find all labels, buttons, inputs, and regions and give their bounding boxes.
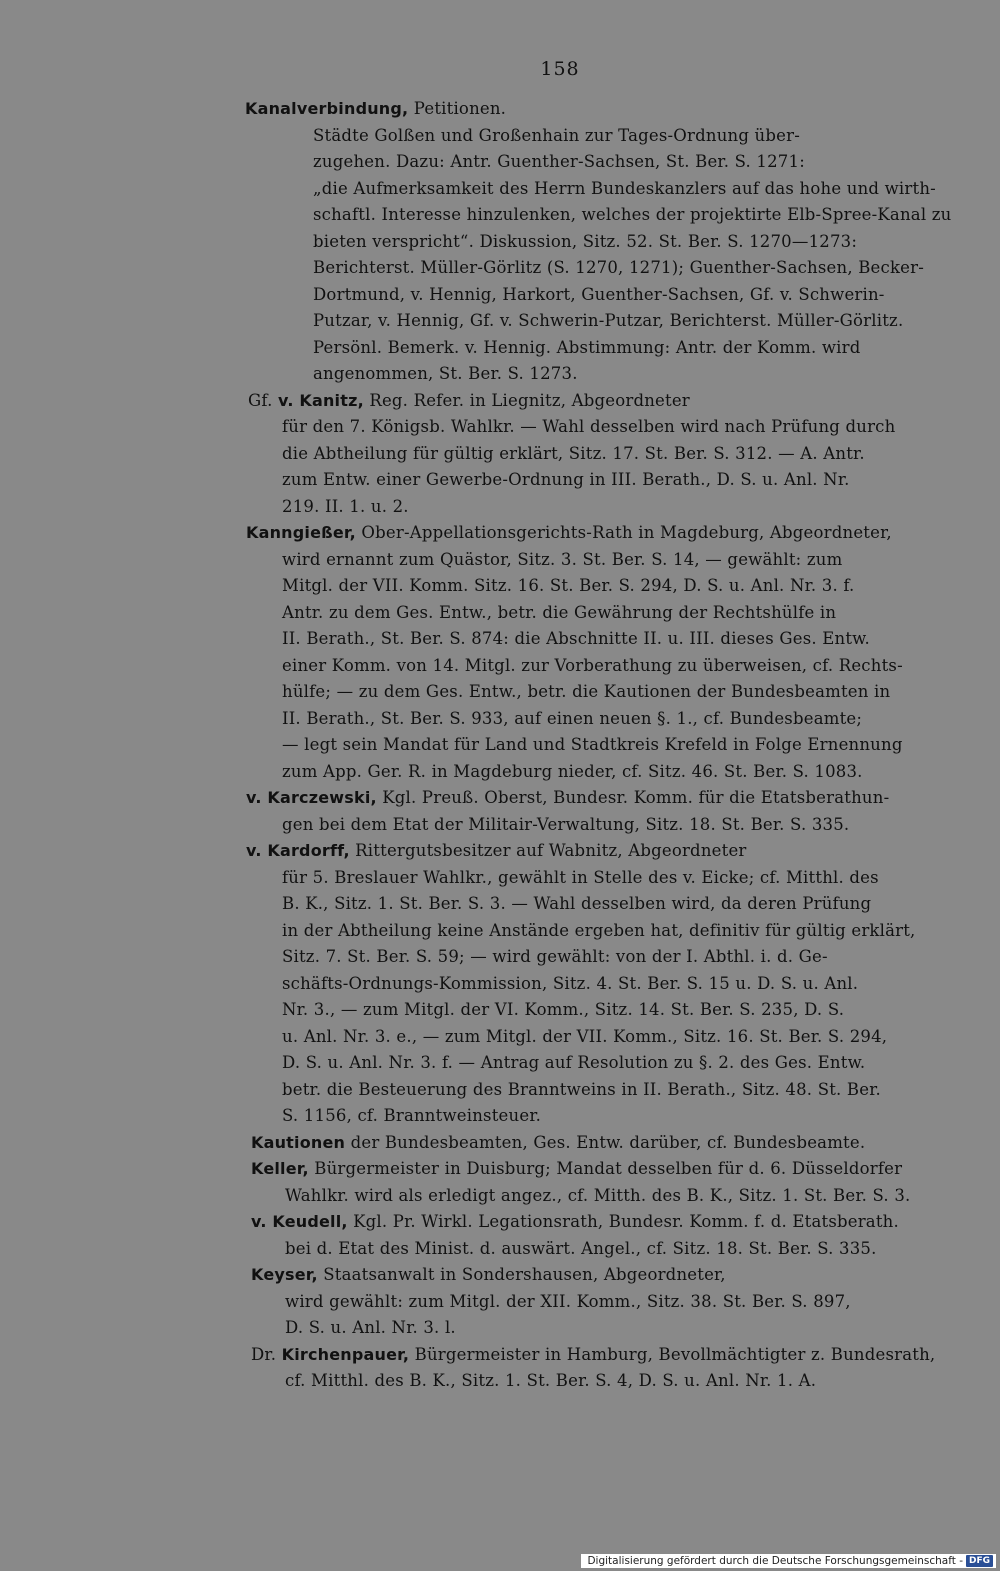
entry-continuation-line xyxy=(0,229,1000,256)
entry-text: angenommen, St. Ber. S. 1273. xyxy=(313,364,578,383)
entry-continuation-line xyxy=(0,1236,1000,1263)
register-entry xyxy=(0,785,1000,838)
entry-text: Petitionen. xyxy=(408,99,507,118)
entry-continuation-line xyxy=(0,1024,1000,1051)
entry-headline xyxy=(0,785,1000,812)
entry-text: zum App. Ger. R. in Magdeburg nieder, cf. Sitz. 46. St. Ber. S. 1083. xyxy=(282,761,863,781)
entry-title-prefix: Gf. xyxy=(248,390,278,410)
register-entry xyxy=(0,388,1000,521)
entry-headline xyxy=(0,1130,1000,1157)
register-entry xyxy=(0,1156,1000,1209)
dfg-logo-icon: DFG xyxy=(966,1555,993,1567)
entry-continuation-line xyxy=(0,414,1000,441)
footer-credit-text: Digitalisierung gefördert durch die Deutsche Forschungsgemeinschaft - xyxy=(587,1555,963,1567)
entry-continuation-line xyxy=(0,1315,1000,1342)
entry-text: wird ernannt zum Quästor, Sitz. 3. St. Ber. S. 14, — gewählt: zum xyxy=(282,549,843,569)
entry-continuation-line xyxy=(0,149,1000,176)
entry-text: Putzar, v. Hennig, Gf. v. Schwerin-Putzar, Berichterst. Müller-Görlitz. xyxy=(313,311,904,330)
register-entry xyxy=(0,1130,1000,1157)
entry-text: schäfts-Ordnungs-Kommission, Sitz. 4. St. Ber. S. 15 u. D. S. u. Anl. xyxy=(282,973,859,993)
entry-continuation-line xyxy=(0,891,1000,918)
entry-text: hülfe; — zu dem Ges. Entw., betr. die Kautionen der Bundesbeamten in xyxy=(282,682,891,701)
entry-continuation-line xyxy=(0,653,1000,680)
entry-text: Sitz. 7. St. Ber. S. 59; — wird gewählt: von der I. Abthl. i. d. Ge- xyxy=(282,947,828,966)
entry-continuation-line xyxy=(0,467,1000,494)
entry-continuation-line xyxy=(0,176,1000,203)
entry-continuation-line xyxy=(0,706,1000,733)
entry-headline xyxy=(0,1262,1000,1289)
entry-continuation-line xyxy=(0,944,1000,971)
entry-headword: v. Kardorff, xyxy=(246,841,350,860)
entry-continuation-line xyxy=(0,971,1000,998)
entry-text: schaftl. Interesse hinzulenken, welches der projektirte Elb-Spree-Kanal zu xyxy=(313,205,952,224)
entry-text: Bürgermeister in Hamburg, Bevollmächtigter z. Bundesrath, xyxy=(409,1344,936,1364)
entry-continuation-line xyxy=(0,1183,1000,1210)
entry-continuation-line xyxy=(0,573,1000,600)
entry-continuation-line xyxy=(0,1289,1000,1316)
entry-text: einer Komm. von 14. Mitgl. zur Vorberathung zu überweisen, cf. Rechts- xyxy=(282,655,903,675)
entry-text: Berichterst. Müller-Görlitz (S. 1270, 1271); Guenther-Sachsen, Becker- xyxy=(313,258,924,277)
entry-text: für 5. Breslauer Wahlkr., gewählt in Stelle des v. Eicke; cf. Mitthl. des xyxy=(282,867,879,887)
entry-text: Ober-Appellationsgerichts-Rath in Magdeburg, Abgeordneter, xyxy=(355,523,892,542)
entry-continuation-line xyxy=(0,361,1000,388)
entry-headword: v. Karczewski, xyxy=(246,788,377,807)
register-entry xyxy=(0,1209,1000,1262)
entry-text: Städte Golßen und Großenhain zur Tages-Ordnung über- xyxy=(313,125,800,145)
entry-text: wird gewählt: zum Mitgl. der XII. Komm., Sitz. 38. St. Ber. S. 897, xyxy=(285,1291,851,1311)
entry-headword: Keyser, xyxy=(251,1265,318,1284)
entry-text: B. K., Sitz. 1. St. Ber. S. 3. — Wahl desselben wird, da deren Prüfung xyxy=(282,894,872,913)
entry-headword: v. Kanitz, xyxy=(278,390,364,410)
entry-headline xyxy=(0,1209,1000,1236)
entry-continuation-line xyxy=(0,441,1000,468)
entry-continuation-line xyxy=(0,1050,1000,1077)
entry-headline xyxy=(0,1342,1000,1369)
entry-text: in der Abtheilung keine Anstände ergeben hat, definitiv für gültig erklärt, xyxy=(282,920,916,940)
entry-headline xyxy=(0,838,1000,865)
entry-text: D. S. u. Anl. Nr. 3. l. xyxy=(285,1318,456,1337)
entry-headword: Kirchenpauer, xyxy=(281,1344,410,1364)
entry-text: betr. die Besteuerung des Branntweins in II. Berath., Sitz. 48. St. Ber. xyxy=(282,1079,881,1099)
entry-text: Antr. zu dem Ges. Entw., betr. die Gewährung der Rechtshülfe in xyxy=(282,602,837,622)
register-entry xyxy=(0,96,1000,388)
entry-headword: Keller, xyxy=(251,1159,309,1178)
entry-continuation-line xyxy=(0,679,1000,706)
entry-continuation-line xyxy=(0,1368,1000,1395)
entry-continuation-line xyxy=(0,626,1000,653)
entry-text: 219. II. 1. u. 2. xyxy=(282,496,409,516)
entry-continuation-line xyxy=(0,918,1000,945)
digitization-footer xyxy=(581,1554,996,1568)
entry-continuation-line xyxy=(0,123,1000,150)
entry-continuation-line xyxy=(0,282,1000,309)
entry-continuation-line xyxy=(0,202,1000,229)
entry-title-prefix: Dr. xyxy=(251,1344,282,1364)
entry-text: Staatsanwalt in Sondershausen, Abgeordneter, xyxy=(317,1265,726,1284)
entry-text: Wahlkr. wird als erledigt angez., cf. Mitth. des B. K., Sitz. 1. St. Ber. S. 3. xyxy=(285,1185,911,1205)
entry-continuation-line xyxy=(0,255,1000,282)
register-entry xyxy=(0,1342,1000,1395)
register-entries xyxy=(0,96,1000,1395)
entry-text: Mitgl. der VII. Komm. Sitz. 16. St. Ber. S. 294, D. S. u. Anl. Nr. 3. f. xyxy=(282,576,855,595)
entry-continuation-line xyxy=(0,812,1000,839)
entry-text: Persönl. Bemerk. v. Hennig. Abstimmung: Antr. der Komm. wird xyxy=(313,337,861,357)
page-number: 158 xyxy=(540,58,580,80)
entry-text: „die Aufmerksamkeit des Herrn Bundeskanzlers auf das hohe und wirth- xyxy=(313,178,936,198)
entry-text: für den 7. Königsb. Wahlkr. — Wahl desselben wird nach Prüfung durch xyxy=(282,417,896,436)
entry-continuation-line xyxy=(0,335,1000,362)
entry-text: — legt sein Mandat für Land und Stadtkreis Krefeld in Folge Ernennung xyxy=(282,735,903,754)
entry-headword: Kanalverbindung, xyxy=(245,99,409,118)
entry-headword: Kautionen xyxy=(251,1132,346,1152)
entry-text: bieten verspricht“. Diskussion, Sitz. 52. St. Ber. S. 1270—1273: xyxy=(313,231,858,251)
entry-headword: Kanngießer, xyxy=(246,523,356,542)
entry-continuation-line xyxy=(0,308,1000,335)
entry-text: Bürgermeister in Duisburg; Mandat desselben für d. 6. Düsseldorfer xyxy=(308,1159,903,1178)
entry-continuation-line xyxy=(0,1103,1000,1130)
entry-text: gen bei dem Etat der Militair-Verwaltung, Sitz. 18. St. Ber. S. 335. xyxy=(282,814,850,834)
entry-text: II. Berath., St. Ber. S. 874: die Abschnitte II. u. III. dieses Ges. Entw. xyxy=(282,629,870,648)
entry-continuation-line xyxy=(0,494,1000,521)
entry-headline xyxy=(0,1156,1000,1183)
entry-text: Kgl. Preuß. Oberst, Bundesr. Komm. für die Etatsberathun- xyxy=(376,788,890,807)
entry-text: Rittergutsbesitzer auf Wabnitz, Abgeordneter xyxy=(349,841,747,860)
register-entry xyxy=(0,520,1000,785)
entry-text: Reg. Refer. in Liegnitz, Abgeordneter xyxy=(363,390,690,410)
entry-continuation-line xyxy=(0,600,1000,627)
entry-headline xyxy=(0,520,1000,547)
entry-text: D. S. u. Anl. Nr. 3. f. — Antrag auf Resolution zu §. 2. des Ges. Entw. xyxy=(282,1053,866,1072)
entry-text: bei d. Etat des Minist. d. auswärt. Angel., cf. Sitz. 18. St. Ber. S. 335. xyxy=(285,1238,877,1258)
entry-continuation-line xyxy=(0,865,1000,892)
entry-continuation-line xyxy=(0,759,1000,786)
entry-text: cf. Mitthl. des B. K., Sitz. 1. St. Ber. S. 4, D. S. u. Anl. Nr. 1. A. xyxy=(285,1371,817,1390)
entry-text: Nr. 3., — zum Mitgl. der VI. Komm., Sitz. 14. St. Ber. S. 235, D. S. xyxy=(282,1000,845,1019)
entry-headword: v. Keudell, xyxy=(251,1212,348,1231)
entry-headline xyxy=(0,388,1000,415)
entry-text: zugehen. Dazu: Antr. Guenther-Sachsen, St. Ber. S. 1271: xyxy=(313,152,805,171)
entry-text: Dortmund, v. Hennig, Harkort, Guenther-Sachsen, Gf. v. Schwerin- xyxy=(313,284,885,304)
entry-headline xyxy=(0,96,1000,123)
register-entry xyxy=(0,1262,1000,1342)
register-entry xyxy=(0,838,1000,1130)
entry-continuation-line xyxy=(0,732,1000,759)
entry-text: u. Anl. Nr. 3. e., — zum Mitgl. der VII. Komm., Sitz. 16. St. Ber. S. 294, xyxy=(282,1026,888,1046)
entry-text: Kgl. Pr. Wirkl. Legationsrath, Bundesr. Komm. f. d. Etatsberath. xyxy=(347,1212,899,1231)
entry-continuation-line xyxy=(0,1077,1000,1104)
entry-text: der Bundesbeamten, Ges. Entw. darüber, cf. Bundesbeamte. xyxy=(345,1132,866,1152)
entry-continuation-line xyxy=(0,547,1000,574)
entry-continuation-line xyxy=(0,997,1000,1024)
entry-text: die Abtheilung für gültig erklärt, Sitz. 17. St. Ber. S. 312. — A. Antr. xyxy=(282,443,865,463)
entry-text: II. Berath., St. Ber. S. 933, auf einen neuen §. 1., cf. Bundesbeamte; xyxy=(282,708,863,728)
entry-text: zum Entw. einer Gewerbe-Ordnung in III. Berath., D. S. u. Anl. Nr. xyxy=(282,470,850,489)
entry-text: S. 1156, cf. Branntweinsteuer. xyxy=(282,1106,542,1125)
